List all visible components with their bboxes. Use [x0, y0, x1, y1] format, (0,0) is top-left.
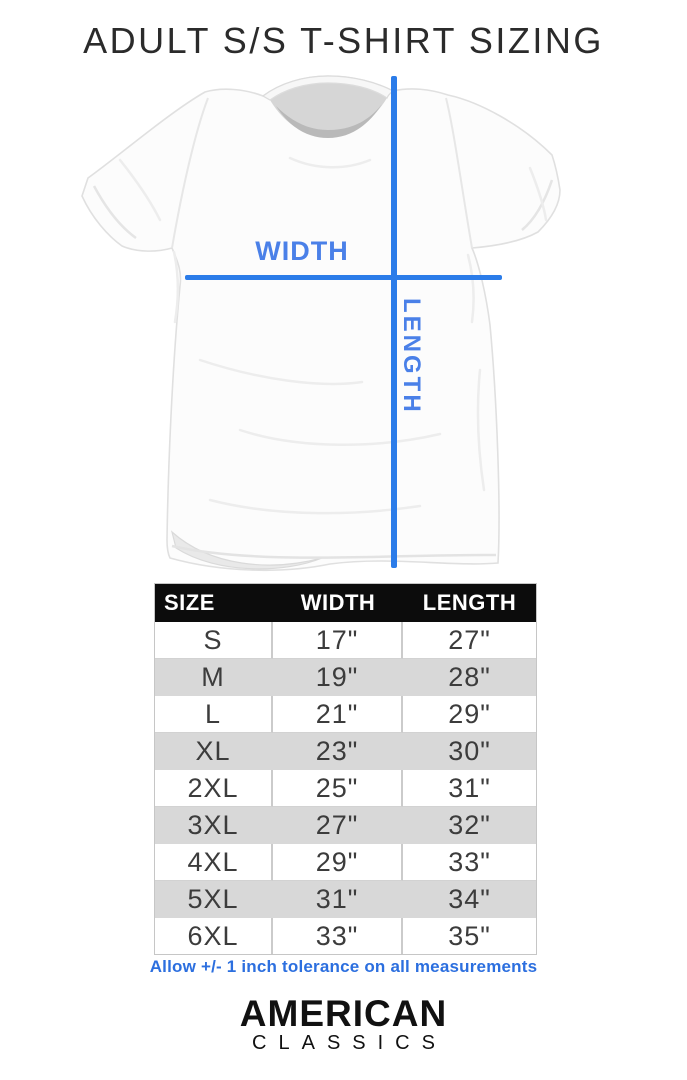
- width-cell: 23": [273, 733, 403, 770]
- width-cell: 21": [273, 696, 403, 733]
- size-cell: 5XL: [155, 881, 273, 918]
- width-cell: 33": [273, 918, 403, 954]
- size-cell: XL: [155, 733, 273, 770]
- width-cell: 19": [273, 659, 403, 696]
- table-row: [155, 918, 536, 954]
- tshirt-diagram: [0, 70, 687, 578]
- length-cell: 33": [403, 844, 536, 881]
- header-size: SIZE: [155, 584, 273, 622]
- width-cell: 29": [273, 844, 403, 881]
- brand-american: AMERICAN: [239, 993, 448, 1034]
- header-length: LENGTH: [403, 584, 536, 622]
- tolerance-note: Allow +/- 1 inch tolerance on all measurements: [149, 957, 538, 976]
- brand-logo: [0, 994, 687, 1054]
- brand-classics: CLASSICS: [252, 1032, 447, 1054]
- table-row: [155, 807, 536, 844]
- table-row: [155, 881, 536, 918]
- length-cell: 35": [403, 918, 536, 954]
- table-row: [155, 659, 536, 696]
- width-measure-line: [185, 275, 502, 280]
- length-cell: 34": [403, 881, 536, 918]
- size-cell: 6XL: [155, 918, 273, 954]
- size-cell: L: [155, 696, 273, 733]
- width-label: WIDTH: [255, 236, 349, 266]
- header-width: WIDTH: [273, 584, 403, 622]
- table-row: [155, 696, 536, 733]
- width-cell: 31": [273, 881, 403, 918]
- size-cell: 2XL: [155, 770, 273, 807]
- length-cell: 30": [403, 733, 536, 770]
- width-cell: 17": [273, 622, 403, 659]
- length-label: LENGTH: [398, 298, 425, 415]
- page-title: ADULT S/S T-SHIRT SIZING: [83, 20, 604, 61]
- length-cell: 28": [403, 659, 536, 696]
- table-row: [155, 622, 536, 659]
- length-cell: 27": [403, 622, 536, 659]
- width-cell: 25": [273, 770, 403, 807]
- table-row: [155, 733, 536, 770]
- length-cell: 31": [403, 770, 536, 807]
- size-table: [154, 583, 537, 955]
- table-row: [155, 770, 536, 807]
- table-header-row: [155, 584, 536, 622]
- length-cell: 32": [403, 807, 536, 844]
- table-row: [155, 844, 536, 881]
- size-cell: 4XL: [155, 844, 273, 881]
- tshirt-image: [60, 70, 630, 578]
- size-cell: 3XL: [155, 807, 273, 844]
- width-cell: 27": [273, 807, 403, 844]
- size-cell: S: [155, 622, 273, 659]
- size-cell: M: [155, 659, 273, 696]
- length-cell: 29": [403, 696, 536, 733]
